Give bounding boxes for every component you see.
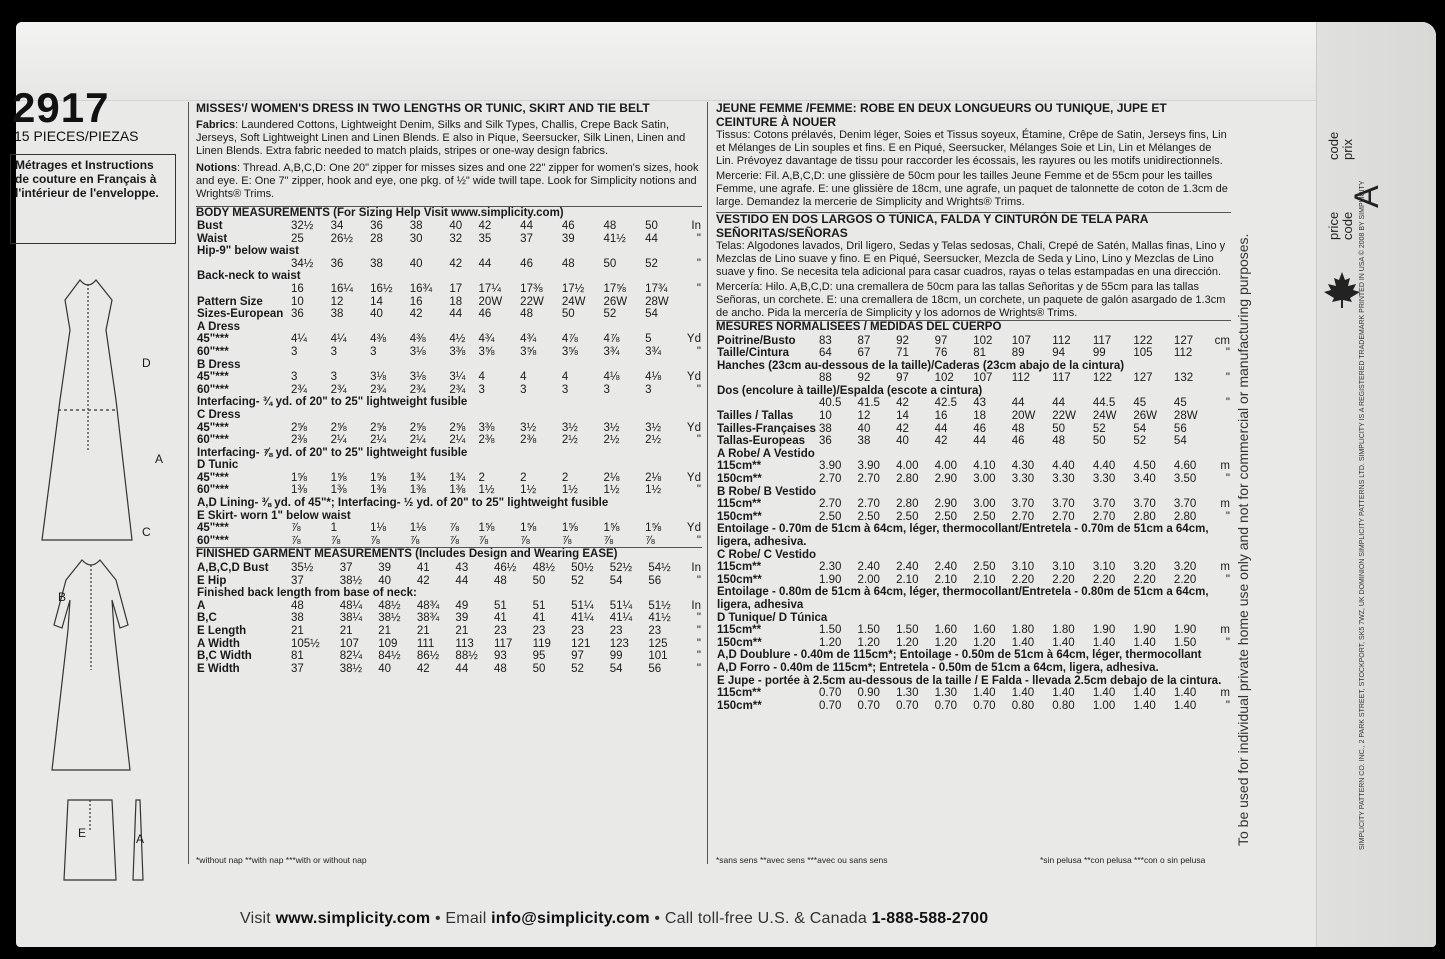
table-row: E Skirt- worn 1" below waist — [197, 509, 351, 522]
table-row: Finished back length from base of neck: — [197, 587, 417, 600]
table-row: Pattern Size 10 12 14 16 18 20W 22W 24W 26W 28W — [197, 295, 669, 308]
table-row: Bust 32½ 34 36 38 40 42 44 46 48 50 In — [197, 220, 701, 232]
table-row: 115cm** 2.70 2.70 2.80 2.90 3.00 3.70 3.70 3.70 3.70 3.70 m — [717, 498, 1230, 511]
view-label-b: B — [58, 590, 67, 604]
view-label-a-belt: A — [136, 832, 145, 846]
table-row: B Dress — [197, 358, 241, 371]
table-row: B,C 38 38¼ 38½ 38¾ 39 41 41 41¼ 41¼ 41½ " — [197, 612, 701, 625]
spanish-title: VESTIDO EN DOS LARGOS O TÚNICA, FALDA Y CINTURÓN DE TELA PARA SEÑORITAS/SEÑORAS — [716, 212, 1231, 240]
table-row: 16 16¼ 16½ 16¾ 17 17¼ 17⅜ 17½ 17⅝ 17¾ " — [291, 282, 701, 295]
table-row: A Robe/ A Vestido — [717, 447, 815, 460]
table-row: 150cm** 0.70 0.70 0.70 0.70 0.70 0.80 0.80 1.00 1.40 1.40 " — [717, 699, 1230, 712]
email-link[interactable]: info@simplicity.com — [491, 910, 650, 927]
usage-notice: To be used for individual private home use only and not for commercial or manufacturing purposes. — [1235, 233, 1251, 846]
table-row: Back-neck to waist — [197, 270, 301, 283]
table-row: 115cm** 1.50 1.50 1.50 1.60 1.60 1.80 1.80 1.90 1.90 1.90 m — [717, 624, 1230, 637]
table-row: D Tunique/ D Túnica — [717, 611, 828, 624]
metric-measurements-header: MESURES NORMALISEES / MEDIDAS DEL CUERPO — [716, 320, 1231, 335]
tissus-text: Tissus: Cotons prélavés, Denim léger, Soies et Tissus soyeux, Étamine, Crêpe de Satin, Jerseys fins, Lin et Mélanges de Lin souples et fins. E en Piqué, Seersucker, Mélanges Soie et Lin, Lin et Mélanges de Lin. Prévoyez davantage de tissu pour raccorder les écossais, les rayures ou les motifs unidirectionnels. — [716, 129, 1227, 167]
table-row: Tailles / Tallas 10 12 14 16 18 20W 22W 24W 26W 28W — [717, 410, 1198, 423]
table-row: Hanches (23cm au-dessous de la taille)/Caderas (23cm abajo de la cintura) — [717, 359, 1125, 372]
table-row: A,B,C,D Bust 35½ 37 39 41 43 46½ 48½ 50½ 52½ 54½ In — [197, 561, 701, 574]
price-letter: A — [1348, 185, 1386, 208]
table-row: 45"*** 4¼ 4¼ 4⅜ 4⅜ 4½ 4¾ 4¾ 4⅞ 4⅞ 5 Yd — [197, 333, 701, 346]
table-row: 34½ 36 38 40 42 44 46 48 50 52 " — [291, 257, 701, 270]
view-label-c: C — [142, 525, 151, 539]
column-divider — [188, 102, 189, 864]
notions-text: Notions: Thread. A,B,C,D: One 20" zipper for misses sizes and one 22" zipper for women's sizes, hook and eye. E: One 7" zipper, hook and eye, one pkg. of ½" wide twill tape. Look for Simplicity notions and Wrights® Trims. — [196, 161, 699, 200]
table-row: Hip-9" below waist — [197, 245, 299, 258]
table-row: 150cm** 1.90 2.00 2.10 2.10 2.10 2.20 2.20 2.20 2.20 2.20 " — [717, 573, 1230, 586]
english-measurements-table — [196, 220, 702, 547]
company-info: SIMPLICITY PATTERN CO. INC., 2 PARK STREET, STOCKPORT, SK5 7WZ, UK DOMINION SIMPLICITY PATTERNS LTD. SIMPLICITY IS A REGISTERED TRADEMARK PRINTED IN USA © 2008 BY SIMPLICITY — [1359, 180, 1366, 850]
table-row: B Robe/ B Vestido — [717, 485, 817, 498]
contact-bar: Visit www.simplicity.com • Email info@simplicity.com • Call toll-free U.S. & Canada 1-888-588-2700 — [240, 910, 989, 927]
table-row: Taille/Cintura 64 67 71 76 81 89 94 99 105 112 " — [717, 347, 1230, 360]
table-row: C Robe/ C Vestido — [717, 548, 817, 561]
view-label-a: A — [155, 452, 164, 466]
table-row: 45"*** 3 3 3⅛ 3⅛ 3¼ 4 4 4 4⅛ 4⅛ Yd — [197, 371, 701, 384]
spanish-footnote: *sin pelusa **con pelusa ***con o sin pelusa — [1040, 855, 1206, 865]
table-row: Waist 25 26½ 28 30 32 35 37 39 41½ 44 " — [197, 232, 701, 245]
french-spanish-column — [716, 102, 1231, 712]
table-row: Entoilage - 0.80m de 51cm à 64cm, léger, thermocollant/Entretela - 0.80m de 51cm a 64cm, ligera, adhesiva — [717, 586, 1209, 611]
envelope-flap-top — [16, 22, 1436, 101]
table-row: 115cm** 0.70 0.90 1.30 1.30 1.40 1.40 1.40 1.40 1.40 1.40 m — [717, 687, 1230, 700]
table-row: E Width 37 38½ 40 42 44 48 50 52 54 56 " — [197, 662, 701, 675]
table-row: Dos (encolure à taille)/Espalda (escote a cintura) — [717, 384, 983, 397]
piece-count: 15 PIECES/PIEZAS — [14, 128, 139, 144]
column-divider — [707, 102, 708, 864]
table-row: A 48 48¼ 48½ 48¾ 49 51 51 51¼ 51¼ 51½ In — [197, 599, 701, 612]
table-row: C Dress — [197, 408, 241, 421]
table-row: 45"*** 1⅝ 1⅝ 1⅝ 1¾ 1¾ 2 2 2 2⅛ 2⅛ Yd — [197, 471, 701, 484]
table-row: A Width 105½ 107 109 111 113 117 119 121 123 125 " — [197, 637, 701, 650]
table-row: Tallas-Europeas 36 38 40 42 44 46 48 50 52 54 — [717, 435, 1187, 448]
table-row: Interfacing- ¾ yd. of 20" to 25" lightweight fusible — [197, 396, 468, 409]
table-row: A Dress — [197, 320, 241, 333]
table-row: Entoilage - 0.70m de 51cm à 64cm, léger, thermocollant/Entretela - 0.70m de 51cm a 64cm, ligera, adhesiva. — [717, 523, 1209, 548]
table-row: E Length 21 21 21 21 21 23 23 23 23 23 " — [197, 624, 701, 637]
table-row: Interfacing- ⅞ yd. of 20" to 25" lightweight fusible — [197, 446, 468, 459]
table-row: Sizes-European 36 38 40 42 44 46 48 50 52 54 — [197, 308, 658, 321]
table-row: 60"*** ⅞ ⅞ ⅞ ⅞ ⅞ ⅞ ⅞ ⅞ ⅞ ⅞ " — [197, 534, 701, 547]
mercerie-text: Mercerie: Fil. A,B,C,D: une glissière de 50cm pour les tailles Jeune Femme et de 55cm pour les tailles Femme, une agrafe. E: une glissière de 18cm, une agrafe, un paquet de talonnette de coton de 1.3cm de large. Demandez la mercerie de Simplicity and Wrights® Trims. — [716, 170, 1228, 208]
french-title: JEUNE FEMME /FEMME: ROBE EN DEUX LONGUEURS OU TUNIQUE, JUPE ET CEINTURE À NOUER — [716, 101, 1167, 129]
table-row: Poitrine/Busto 83 87 92 97 102 107 112 117 122 127 cm — [717, 334, 1230, 347]
finished-measurements-table — [196, 562, 702, 675]
table-row: 115cm** 3.90 3.90 4.00 4.00 4.10 4.30 4.40 4.40 4.50 4.60 m — [717, 460, 1230, 473]
view-label-d: D — [142, 356, 151, 370]
table-row: 150cm** 1.20 1.20 1.20 1.20 1.20 1.40 1.40 1.40 1.40 1.50 " — [717, 636, 1230, 649]
table-row: B,C Width 81 82¼ 84½ 86½ 88½ 93 95 97 99 101 " — [197, 650, 701, 663]
table-row: 40.5 41.5 42 42.5 43 44 44 44.5 45 45 " — [819, 397, 1230, 410]
merceria-text: Mercería: Hilo. A,B,C,D: una cremallera de 50cm para las tallas Señoritas y de 55cm para las tallas Señoras, un corchete. E: una cremallera de 18cm, un corchete, un paquete de galón asargado de 1.3cm de ancho. Pida la mercería de Simplicity y los adornos de Wrights® Trims. — [716, 281, 1226, 319]
table-row: 88 92 97 102 107 112 117 122 127 132 " — [819, 372, 1230, 385]
table-row: Tailles-Françaises 38 40 42 44 46 48 50 52 54 56 — [717, 422, 1187, 435]
table-row: 45"*** ⅞ 1 1⅛ 1⅛ ⅞ 1⅝ 1⅝ 1⅝ 1⅝ 1⅝ Yd — [197, 522, 701, 535]
fabrics-text: Fabrics: Laundered Cottons, Lightweight Denim, Silks and Silk Types, Challis, Crepe Back Satin, Jerseys, Soft Lightweight Linen and Linen Blends. E also in Pique, Seersucker, Silk Linen, Linen and Linen Blends. Extra fabric needed to match plaids, stripes or one-way design fabrics. — [196, 118, 686, 157]
table-row: D Tunic — [197, 459, 239, 472]
french-footnote: *sans sens **avec sens ***avec ou sans sens — [716, 855, 888, 865]
price-code-block: price code A code prix — [1312, 100, 1422, 340]
french-instructions-note: Métrages et Instructions de couture en Français à l'intérieur de l'enveloppe. — [10, 154, 176, 244]
view-label-e: E — [78, 826, 87, 840]
table-row: 115cm** 2.30 2.40 2.40 2.40 2.50 3.10 3.10 3.10 3.20 3.20 m — [717, 561, 1230, 574]
table-row: 60"*** 3 3 3 3⅛ 3⅜ 3⅝ 3⅝ 3⅝ 3¾ 3¾ " — [197, 345, 701, 358]
telas-text: Telas: Algodones lavados, Dril ligero, Sedas y Telas sedosas, Chali, Crepé de Satén, Mallas finas, Lino y Mezclas de Lino suave y fino. E en Piqué, Seersucker, Mezcla de Seda y Lino, Lino y Mezclas de Lino suave y fino. Se necesita tela adicional para casar cuadros, rayas o telas estampadas en una dirección. — [716, 240, 1226, 278]
english-column — [196, 102, 702, 675]
english-title: MISSES'/ WOMEN'S DRESS IN TWO LENGTHS OR TUNIC, SKIRT AND TIE BELT — [196, 101, 650, 115]
table-row: E Hip 37 38½ 40 42 44 48 50 52 54 56 " — [197, 574, 701, 587]
body-measurements-header: BODY MEASUREMENTS (For Sizing Help Visit www.simplicity.com) — [196, 206, 702, 221]
table-row: 60"*** 1⅜ 1⅜ 1⅜ 1⅜ 1⅜ 1½ 1½ 1½ 1½ 1½ " — [197, 484, 701, 497]
table-row: A,D Lining- ⅜ yd. of 45"*; Interfacing- ½ yd. of 20" to 25" lightweight fusible — [197, 497, 609, 510]
pattern-number: 2917 — [12, 84, 110, 131]
table-row: 60"*** 2¾ 2¾ 2¾ 2¾ 2¾ 3 3 3 3 3 " — [197, 383, 701, 396]
table-row: 150cm** 2.50 2.50 2.50 2.50 2.50 2.70 2.70 2.70 2.80 2.80 " — [717, 510, 1230, 523]
table-row: A,D Doublure - 0.40m de 115cm*; Entoilage - 0.50m de 51cm à 64cm, léger, thermocollant — [717, 649, 1202, 662]
table-row: 60"*** 2⅜ 2¼ 2¼ 2¼ 2¼ 2⅜ 2⅜ 2½ 2½ 2½ " — [197, 434, 701, 447]
garment-sketches — [20, 270, 175, 890]
table-row: A,D Forro - 0.40m de 115cm*; Entretela - 0.50m de 51cm a 64cm, ligera, adhesiva. — [717, 661, 1159, 674]
metric-measurements-table — [716, 335, 1231, 713]
table-row: 45"*** 2⅝ 2⅝ 2⅝ 2⅝ 2⅝ 3⅜ 3½ 3½ 3½ 3½ Yd — [197, 421, 701, 434]
english-footnote: *without nap **with nap ***with or without nap — [196, 855, 367, 865]
finished-measurements-header: FINISHED GARMENT MEASUREMENTS (Includes Design and Wearing EASE) — [196, 547, 702, 562]
maple-leaf-icon — [1322, 270, 1362, 310]
website-link[interactable]: www.simplicity.com — [275, 910, 431, 927]
table-row: 150cm** 2.70 2.70 2.80 2.90 3.00 3.30 3.30 3.30 3.40 3.50 " — [717, 473, 1230, 486]
phone-number: 1-888-588-2700 — [871, 910, 989, 927]
dress-d-a-sketch — [42, 280, 132, 540]
table-row: E Jupe - portée à 2.5cm au-dessous de la taille / E Falda - llevada 2.5cm debajo de la cintura. — [717, 674, 1222, 687]
